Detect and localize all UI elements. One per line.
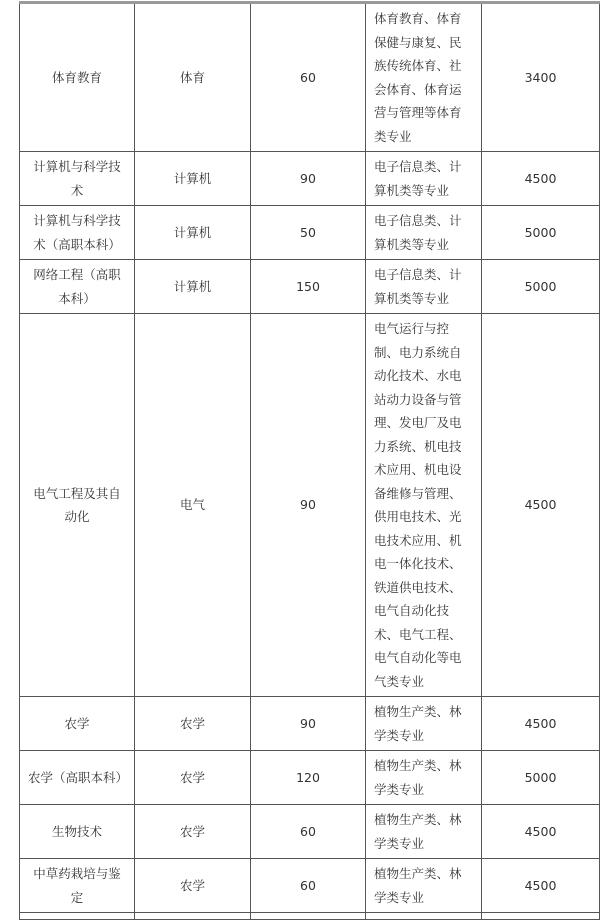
major-cell: 计算机与科学技术（高职本科）	[20, 206, 135, 260]
table-row	[20, 314, 600, 697]
category-cell: 体育	[135, 3, 251, 152]
table-row	[20, 751, 600, 805]
requirement-cell: 植物生产类、林学类专业	[366, 859, 482, 913]
major-cell: 中草药栽培与鉴定	[20, 859, 135, 913]
tuition-cell: 5000	[482, 206, 600, 260]
admissions-table	[19, 1, 600, 920]
quota-cell: 150	[251, 260, 366, 314]
quota-cell: 60	[251, 805, 366, 859]
table-row-partial	[20, 913, 600, 920]
table-row	[20, 805, 600, 859]
requirement-cell: 电子信息类、计算机类等专业	[366, 260, 482, 314]
requirement-cell: 电气运行与控制、电力系统自动化技术、水电站动力设备与管理、发电厂及电力系统、机电技术应用、机电设备维修与管理、供用电技术、光电技术应用、机电一体化技术、铁道供电技术、电气自动化技术、电气工程、电气自动化等电气类专业	[366, 314, 482, 697]
quota-cell: 120	[251, 751, 366, 805]
empty-cell	[482, 913, 600, 920]
quota-cell: 50	[251, 206, 366, 260]
major-cell: 网络工程（高职本科）	[20, 260, 135, 314]
tuition-cell: 5000	[482, 751, 600, 805]
requirement-cell: 植物生产类、林学类专业	[366, 805, 482, 859]
table-row	[20, 260, 600, 314]
table-row	[20, 3, 600, 152]
tuition-cell: 4500	[482, 697, 600, 751]
table-row	[20, 859, 600, 913]
requirement-cell: 体育教育、体育保健与康复、民族传统体育、社会体育、体育运营与管理等体育类专业	[366, 3, 482, 152]
major-cell: 生物技术	[20, 805, 135, 859]
category-cell: 计算机	[135, 152, 251, 206]
table-row	[20, 152, 600, 206]
category-cell: 农学	[135, 751, 251, 805]
quota-cell: 60	[251, 859, 366, 913]
requirement-cell: 电子信息类、计算机类等专业	[366, 152, 482, 206]
table-row	[20, 697, 600, 751]
empty-cell	[20, 913, 135, 920]
tuition-cell: 5000	[482, 260, 600, 314]
major-cell: 体育教育	[20, 3, 135, 152]
quota-cell: 90	[251, 314, 366, 697]
tuition-cell: 4500	[482, 314, 600, 697]
tuition-cell: 4500	[482, 152, 600, 206]
requirement-cell: 植物生产类、林学类专业	[366, 751, 482, 805]
quota-cell: 90	[251, 152, 366, 206]
tuition-cell: 4500	[482, 859, 600, 913]
category-cell: 电气	[135, 314, 251, 697]
empty-cell	[251, 913, 366, 920]
tuition-cell: 4500	[482, 805, 600, 859]
category-cell: 农学	[135, 697, 251, 751]
requirement-cell: 植物生产类、林学类专业	[366, 697, 482, 751]
category-cell: 农学	[135, 859, 251, 913]
category-cell: 农学	[135, 805, 251, 859]
requirement-cell: 电子信息类、计算机类等专业	[366, 206, 482, 260]
empty-cell	[366, 913, 482, 920]
major-cell: 计算机与科学技术	[20, 152, 135, 206]
table-row	[20, 206, 600, 260]
category-cell: 计算机	[135, 206, 251, 260]
quota-cell: 90	[251, 697, 366, 751]
quota-cell: 60	[251, 3, 366, 152]
major-cell: 电气工程及其自动化	[20, 314, 135, 697]
tuition-cell: 3400	[482, 3, 600, 152]
empty-cell	[135, 913, 251, 920]
category-cell: 计算机	[135, 260, 251, 314]
major-cell: 农学	[20, 697, 135, 751]
major-cell: 农学（高职本科）	[20, 751, 135, 805]
